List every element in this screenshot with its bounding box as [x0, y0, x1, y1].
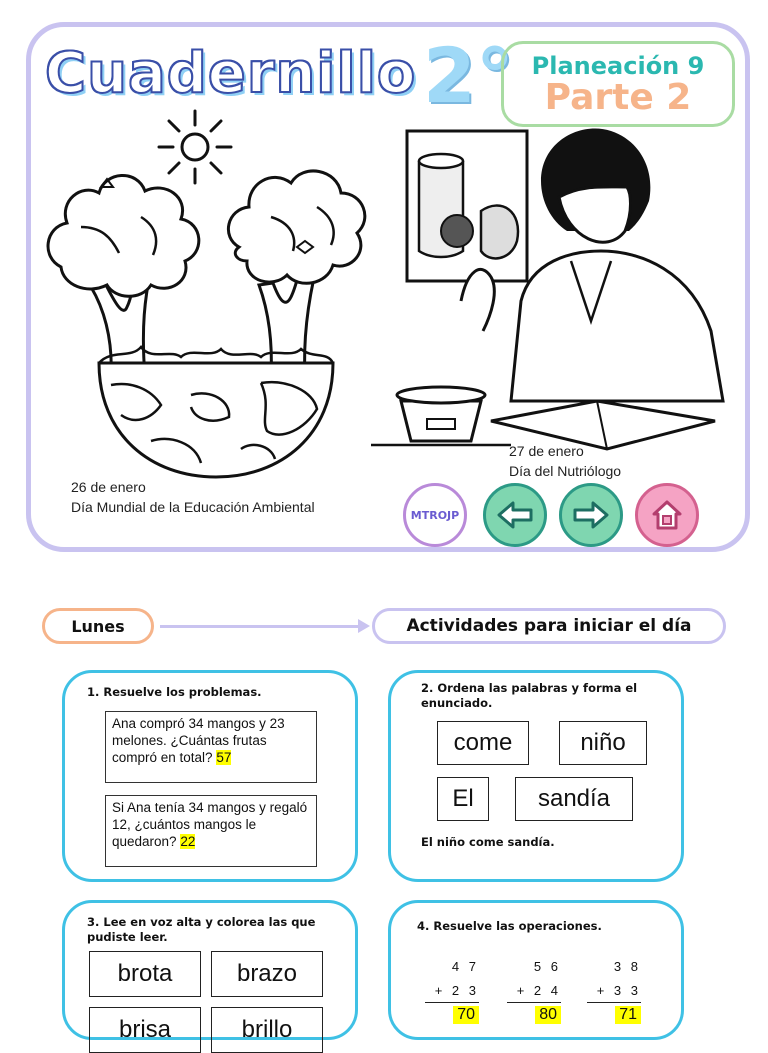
plan-part: Parte 2 [544, 77, 692, 118]
word-card: niño [559, 721, 647, 765]
day-label: Lunes [42, 608, 154, 644]
word-card: brazo [211, 951, 323, 997]
right-caption [509, 441, 621, 481]
operation [587, 955, 641, 1027]
word-card: come [437, 721, 529, 765]
problem-1-text: Ana compró 34 mangos y 23 melones. ¿Cuántas frutas compró en total? [112, 716, 285, 765]
logo-button[interactable] [403, 483, 467, 547]
next-arrow-icon [571, 499, 611, 531]
operation-result: 71 [615, 1006, 641, 1024]
word-card: brota [89, 951, 201, 997]
card-operations [388, 900, 684, 1040]
problem-2-text: Si Ana tenía 34 mangos y regaló 12, ¿cuántos mangos le quedaron? [112, 800, 308, 849]
word-card: El [437, 777, 489, 821]
word-card: brillo [211, 1007, 323, 1053]
left-event: Día Mundial de la Educación Ambiental [71, 499, 315, 515]
home-icon [650, 498, 684, 532]
card-read-words [62, 900, 358, 1043]
right-date: 27 de enero [509, 443, 584, 459]
problem-1 [105, 711, 317, 783]
operation-result: 70 [453, 1006, 479, 1024]
left-caption [71, 477, 315, 517]
card4-title: 4. Resuelve las operaciones. [417, 919, 602, 933]
logo-text: MTROJP [410, 508, 460, 522]
operation [425, 955, 479, 1027]
brand-title: Cuadernillo [45, 41, 417, 106]
nutritionist-icon [371, 101, 751, 461]
earth-icon [91, 345, 341, 485]
problem-2-answer: 22 [180, 834, 196, 849]
operation-result: 80 [535, 1006, 561, 1024]
problem-2 [105, 795, 317, 867]
home-button[interactable] [635, 483, 699, 547]
activities-label: Actividades para iniciar el día [372, 608, 726, 644]
next-button[interactable] [559, 483, 623, 547]
operation-top: 4 7 [451, 959, 479, 974]
word-card: brisa [89, 1007, 201, 1053]
previous-button[interactable] [483, 483, 547, 547]
operation-bottom: + 2 3 [425, 979, 479, 1003]
operation-bottom: + 3 3 [587, 979, 641, 1003]
card2-title: 2. Ordena las palabras y forma el enunciado. [421, 681, 638, 710]
header-arrow-icon [358, 619, 370, 633]
operation-bottom: + 2 4 [507, 979, 561, 1003]
operation-top: 5 6 [533, 959, 561, 974]
word-card: sandía [515, 777, 633, 821]
operation [507, 955, 561, 1027]
card2-answer: El niño come sandía. [421, 835, 555, 849]
plan-title: Planeación 9 [531, 52, 705, 80]
card-order-words [388, 670, 684, 882]
header-arrow-line [160, 625, 364, 628]
right-event: Día del Nutriólogo [509, 463, 622, 479]
card1-title: 1. Resuelve los problemas. [87, 685, 262, 699]
card-problems [62, 670, 358, 882]
operation-top: 3 8 [613, 959, 641, 974]
problem-1-answer: 57 [216, 750, 232, 765]
prev-arrow-icon [495, 499, 535, 531]
cover-panel [26, 22, 750, 552]
grade-label: 2° [423, 31, 514, 120]
left-date: 26 de enero [71, 479, 146, 495]
card3-title: 3. Lee en voz alta y colorea las que pudiste leer. [87, 915, 316, 944]
